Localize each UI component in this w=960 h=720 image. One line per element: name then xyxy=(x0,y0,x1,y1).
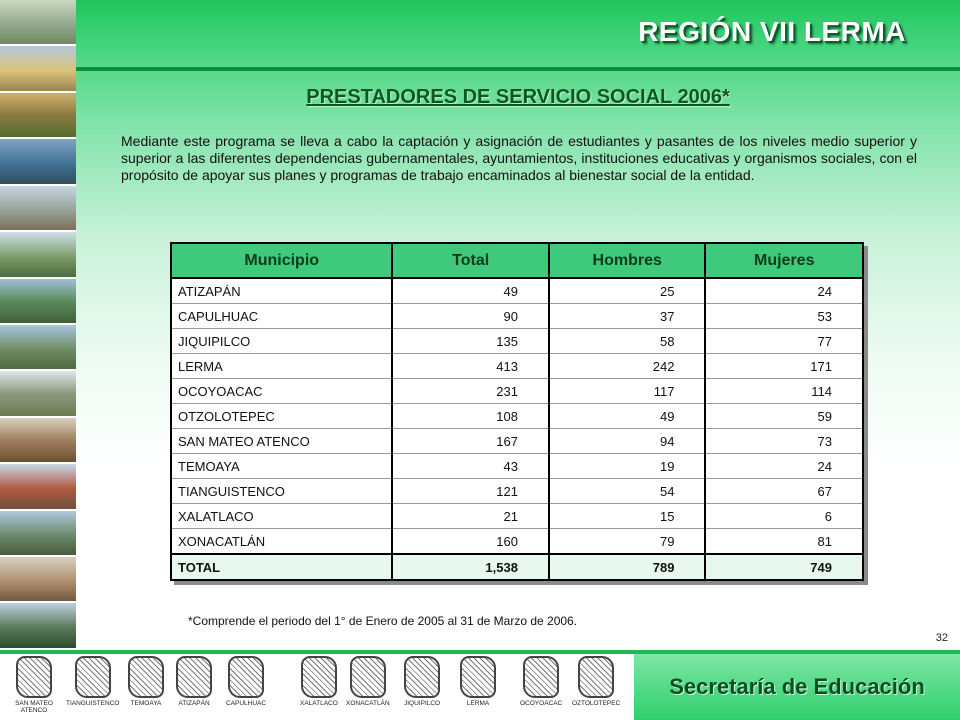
cell-municipio: TIANGUISTENCO xyxy=(171,479,392,504)
table-row xyxy=(171,404,863,429)
cell-total: 121 xyxy=(392,479,549,504)
cell-hombres: 242 xyxy=(549,354,706,379)
cell-municipio: TEMOAYA xyxy=(171,454,392,479)
photo-mountain xyxy=(0,325,76,371)
photo-town xyxy=(0,186,76,232)
glyph-icon xyxy=(228,656,264,698)
glyph-icon xyxy=(75,656,111,698)
cell-total: 135 xyxy=(392,329,549,354)
table-row xyxy=(171,529,863,555)
cell-mujeres: 59 xyxy=(705,404,863,429)
cell-municipio: SAN MATEO ATENCO xyxy=(171,429,392,454)
cell-total: 231 xyxy=(392,379,549,404)
cell-total: 49 xyxy=(392,278,549,304)
glyph-icon xyxy=(460,656,496,698)
photo-hills xyxy=(0,232,76,278)
glyph-icon xyxy=(128,656,164,698)
cell-mujeres: 749 xyxy=(705,554,863,580)
table-total-row xyxy=(171,554,863,580)
cell-hombres: 19 xyxy=(549,454,706,479)
table-row xyxy=(171,278,863,304)
glyph-icon xyxy=(176,656,212,698)
cell-hombres: 54 xyxy=(549,479,706,504)
logo-temoaya: TEMOAYA xyxy=(128,656,164,707)
cell-mujeres: 53 xyxy=(705,304,863,329)
column-header-hombres: Hombres xyxy=(549,243,706,278)
cell-hombres: 58 xyxy=(549,329,706,354)
table-row xyxy=(171,504,863,529)
intro-paragraph: Mediante este programa se lleva a cabo la captación y asignación de estudiantes y pasantes de los niveles medio superior y superior a las diferentes dependencias gubernamentales, ayuntamientos, instituciones educativas y organismos sociales, con el propósito de apoyar sus planes y programas de trabajo encaminados al bienestar social de la entidad. xyxy=(121,133,917,183)
photo-strip xyxy=(0,0,76,650)
photo-bridge xyxy=(0,279,76,325)
logo-xalatlaco: XALATLACO xyxy=(300,656,338,707)
cell-total: 167 xyxy=(392,429,549,454)
cell-total: 413 xyxy=(392,354,549,379)
photo-building xyxy=(0,0,76,46)
logo-atizapan: ATIZAPÁN xyxy=(176,656,212,707)
table-row xyxy=(171,479,863,504)
glyph-icon xyxy=(16,656,52,698)
logo-ocoyoacac: OCOYOACAC xyxy=(520,656,562,707)
secretaria-label: Secretaría de Educación xyxy=(669,674,925,699)
cell-municipio: OTZOLOTEPEC xyxy=(171,404,392,429)
cell-municipio: XALATLACO xyxy=(171,504,392,529)
table-row xyxy=(171,329,863,354)
table-row xyxy=(171,379,863,404)
cell-mujeres: 67 xyxy=(705,479,863,504)
cell-total: 21 xyxy=(392,504,549,529)
glyph-icon xyxy=(350,656,386,698)
photo-valley xyxy=(0,511,76,557)
cell-mujeres: 171 xyxy=(705,354,863,379)
logo-jiquipilco: JIQUIPILCO xyxy=(404,656,440,707)
column-header-municipio: Municipio xyxy=(171,243,392,278)
cell-mujeres: 6 xyxy=(705,504,863,529)
logo-san-mateo-atenco: SAN MATEO ATENCO xyxy=(12,656,56,714)
photo-lake xyxy=(0,603,76,649)
data-table xyxy=(170,242,864,581)
cell-municipio: TOTAL xyxy=(171,554,392,580)
cell-hombres: 37 xyxy=(549,304,706,329)
glyph-icon xyxy=(301,656,337,698)
cell-mujeres: 24 xyxy=(705,454,863,479)
cell-hombres: 117 xyxy=(549,379,706,404)
cell-mujeres: 24 xyxy=(705,278,863,304)
glyph-icon xyxy=(523,656,559,698)
logo-xonacatlan: XONACATLÁN xyxy=(346,656,390,707)
page-number: 32 xyxy=(935,632,948,644)
table-row xyxy=(171,354,863,379)
cell-hombres: 15 xyxy=(549,504,706,529)
cell-mujeres: 81 xyxy=(705,529,863,555)
logo-tianguistenco: TIANGUISTENCO xyxy=(66,656,119,707)
page-title: PRESTADORES DE SERVICIO SOCIAL 2006* xyxy=(306,86,730,108)
logo-capulhuac: CAPULHUAC xyxy=(226,656,266,707)
table-header-row xyxy=(171,243,863,278)
cell-total: 1,538 xyxy=(392,554,549,580)
cell-municipio: JIQUIPILCO xyxy=(171,329,392,354)
cell-hombres: 49 xyxy=(549,404,706,429)
region-title: REGIÓN VII LERMA xyxy=(638,16,906,47)
logo-oztolotepec: OZTOLOTEPEC xyxy=(572,656,620,707)
secretaria-badge xyxy=(634,654,960,720)
cell-hombres: 94 xyxy=(549,429,706,454)
cell-total: 43 xyxy=(392,454,549,479)
table-row xyxy=(171,429,863,454)
footnote: *Comprende el periodo del 1° de Enero de 2005 al 31 de Marzo de 2006. xyxy=(188,614,578,628)
cell-municipio: XONACATLÁN xyxy=(171,529,392,555)
cell-hombres: 25 xyxy=(549,278,706,304)
column-header-total: Total xyxy=(392,243,549,278)
cell-hombres: 79 xyxy=(549,529,706,555)
photo-plaza xyxy=(0,418,76,464)
cell-mujeres: 73 xyxy=(705,429,863,454)
cell-hombres: 789 xyxy=(549,554,706,580)
photo-field xyxy=(0,46,76,92)
cell-mujeres: 114 xyxy=(705,379,863,404)
cell-total: 90 xyxy=(392,304,549,329)
photo-church xyxy=(0,464,76,510)
header-divider xyxy=(76,67,960,71)
glyph-icon xyxy=(578,656,614,698)
cell-total: 108 xyxy=(392,404,549,429)
table-row xyxy=(171,304,863,329)
table-row xyxy=(171,454,863,479)
photo-cathedral xyxy=(0,557,76,603)
municipality-logos xyxy=(0,656,640,720)
cell-municipio: ATIZAPÁN xyxy=(171,278,392,304)
cell-mujeres: 77 xyxy=(705,329,863,354)
column-header-mujeres: Mujeres xyxy=(705,243,863,278)
photo-reeds xyxy=(0,93,76,139)
photo-boat xyxy=(0,139,76,185)
logo-lerma: LERMA xyxy=(460,656,496,707)
glyph-icon xyxy=(404,656,440,698)
cell-total: 160 xyxy=(392,529,549,555)
photo-village xyxy=(0,371,76,417)
cell-municipio: OCOYOACAC xyxy=(171,379,392,404)
cell-municipio: LERMA xyxy=(171,354,392,379)
cell-municipio: CAPULHUAC xyxy=(171,304,392,329)
